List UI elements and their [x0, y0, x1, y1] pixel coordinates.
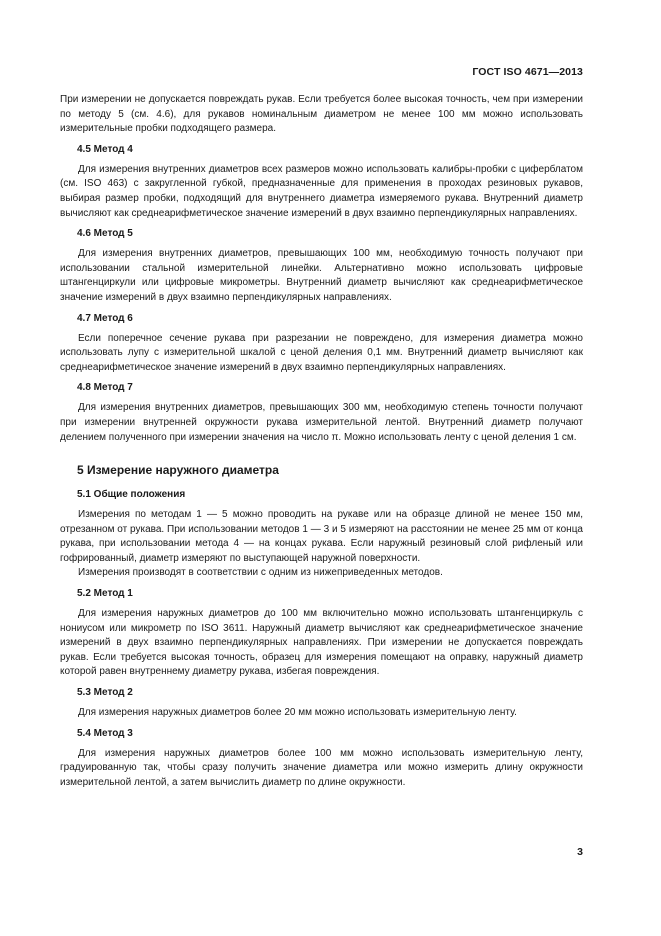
heading-4-7: 4.7 Метод 6 [77, 312, 133, 324]
heading-5-2: 5.2 Метод 1 [77, 588, 133, 600]
paragraph-5-4: Для измерения наружных диаметров более 100 мм можно использовать измерительную ленту, градуированную так, чтобы сразу получить значение диаметра или можно измерить длину окружности измерительной лентой, а затем вычислить диаметр по длине окружности. [60, 747, 583, 788]
paragraph-4-5: Для измерения внутренних диаметров всех размеров можно использовать калибры-пробки с циферблатом (см. ISO 463) с закругленной губкой, предназначенные для применения в проходах резиновых рукавов, выбирая размер пробки, подходящий для внутреннего диаметра измеряемого рукава. Внутренний диаметр вычисляют как среднеарифметическое значение измерений в двух взаимно перпендикулярных направлениях. [60, 163, 583, 219]
document-page [60, 0, 583, 936]
heading-5-1: 5.1 Общие положения [77, 489, 186, 501]
paragraph-intro: При измерении не допускается повреждать рукав. Если требуется более высокая точность, чем при измерении по методу 5 (см. 4.6), для рукавов номинальным диаметром не менее 100 мм можно использовать измерительные пробки подходящего размера. [60, 94, 583, 135]
paragraph-5-1: Измерения по методам 1 — 5 можно проводить на рукаве или на образце длиной не менее 150 мм, отрезанном от рукава. При использовании методов 1 — 3 и 5 измеряют на расстоянии не менее 25 мм от конца рукава, при использовании метода 4 — на концах рукава. Если наружный резиновый слой рифленый или гофрированный, диаметр измеряют по выступающей наружной поверхности. [60, 509, 583, 564]
paragraph-5-3: Для измерения наружных диаметров более 20 мм можно использовать измерительную ленту. [78, 707, 517, 719]
heading-5-3: 5.3 Метод 2 [77, 687, 133, 699]
paragraph-4-6: Для измерения внутренних диаметров, превышающих 100 мм, необходимую точность получают при использовании стальной измерительной линейки. Альтернативно можно использовать цифровые штангенциркули или цифровые микрометры. Внутренний диаметр вычисляют как среднеарифметическое значение измерений в двух взаимно перпендикулярных направлениях. [60, 248, 583, 303]
document-body [60, 93, 583, 790]
paragraph-5-1-b: Измерения производят в соответствии с одним из нижеприведенных методов. [78, 567, 443, 579]
section-5-title: 5 Измерение наружного диаметра [77, 463, 279, 478]
heading-4-5: 4.5 Метод 4 [77, 143, 133, 155]
paragraph-5-2: Для измерения наружных диаметров до 100 мм включительно можно использовать штангенциркуль с нониусом или микрометр по ISO 3611. Наружный диаметр вычисляют как среднеарифметическое значение измерений в двух взаимно перпендикулярных направлениях. При измерении не допускается повреждать рукав. Если требуется высокая точность, образец для измерения помещают на оправку, наружный диаметр которой равен внутреннему диаметру рукава, избегая повреждения. [60, 608, 583, 678]
heading-4-6: 4.6 Метод 5 [77, 228, 133, 240]
standard-header: ГОСТ ISO 4671—2013 [472, 66, 583, 78]
paragraph-4-7: Если поперечное сечение рукава при разрезании не повреждено, для измерения диаметра можно использовать лупу с измерительной шкалой с ценой деления 0,1 мм. Внутренний диаметр вычисляют как среднеарифметическое значение измерений в двух взаимно перпендикулярных направлениях. [60, 332, 583, 373]
paragraph-4-8: Для измерения внутренних диаметров, превышающих 300 мм, необходимую степень точности получают при измерении внутренней окружности рукава измерительной лентой. Внутренний диаметр получают делением полученного при измерении значения на число π. Можно использовать ленту с ценой деления 1 см. [60, 402, 583, 443]
page-number: 3 [577, 846, 583, 858]
heading-5-4: 5.4 Метод 3 [77, 727, 133, 739]
heading-4-8: 4.8 Метод 7 [77, 382, 133, 394]
